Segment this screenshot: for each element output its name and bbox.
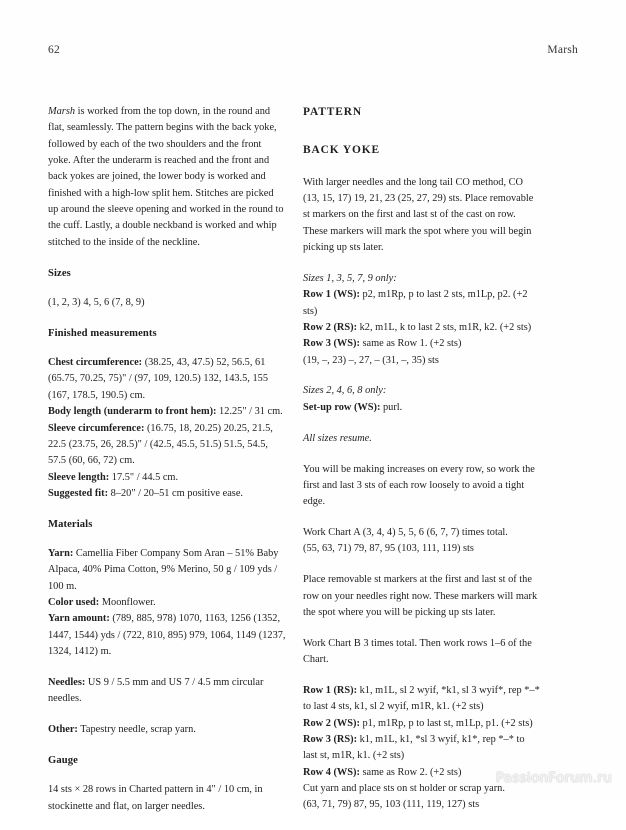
row-value: k1, m1L, k1, *sl 3 wyif, k1*, rep *–* to last st, m1R, k1. (+2 sts) — [303, 733, 525, 762]
materials-list — [48, 546, 286, 660]
row-label: Row 1 (RS): — [303, 684, 358, 696]
material-label: Yarn: — [48, 548, 74, 560]
final-stitch-count: (63, 71, 79) 87, 95, 103 (111, 119, 127) sts — [303, 799, 480, 811]
row-instruction — [303, 336, 541, 352]
needles-value: US 9 / 5.5 mm and US 7 / 4.5 mm circular needles. — [48, 676, 264, 705]
measurement-item — [48, 486, 286, 502]
site-watermark: PassionForum.ru — [495, 770, 612, 786]
row-label: Row 3 (WS): — [303, 338, 360, 350]
materials-heading: Materials — [48, 518, 93, 530]
sizes-even-block — [303, 383, 541, 416]
material-value: (789, 885, 978) 1070, 1163, 1256 (1352, 1447, 1544) yds / (722, 810, 895) 979, 1064, 1149 (1237, 1324, 1412) m. — [48, 613, 286, 658]
material-label: Color used: — [48, 597, 100, 609]
gauge-heading: Gauge — [48, 755, 78, 766]
material-item — [48, 611, 286, 660]
other-label: Other: — [48, 724, 78, 736]
row-instruction — [303, 683, 541, 716]
measurement-item — [48, 421, 286, 470]
back-yoke-heading: BACK YOKE — [303, 144, 380, 157]
row-value: p1, m1Rp, p to last st, m1Lp, p1. (+2 sts) — [359, 717, 533, 729]
setup-row-label: Set-up row (WS): — [303, 401, 381, 413]
chart-b-paragraph: Work Chart B 3 times total. Then work rows 1–6 of the Chart. — [303, 637, 532, 666]
measurement-value: (16.75, 18, 20.25) 20.25, 21.5, 22.5 (23.75, 26, 28.5)" / (42.5, 45.5, 51.5) 51.5, 54.5, 57.5 (60, 66, 72) cm. — [48, 422, 273, 467]
markers-paragraph: Place removable st markers at the first and last st of the row on your needles right now. These markers will mark the spot where you will be picking up sts later. — [303, 574, 538, 618]
chart-a-block — [303, 525, 541, 558]
sizes-heading: Sizes — [48, 267, 71, 279]
running-head — [48, 44, 578, 62]
intro-paragraph — [48, 104, 286, 251]
chart-a-line: Work Chart A (3, 4, 4) 5, 5, 6 (6, 7, 7) times total. — [303, 527, 508, 539]
row-label: Row 1 (WS): — [303, 289, 360, 301]
measurement-value: 17.5" / 44.5 cm. — [109, 471, 179, 483]
row-label: Row 2 (WS): — [303, 717, 360, 729]
measurement-label: Sleeve length: — [48, 471, 110, 483]
measurement-label: Sleeve circumference: — [48, 422, 145, 434]
measurement-item — [48, 470, 286, 486]
measurement-value: (38.25, 43, 47.5) 52, 56.5, 61 (65.75, 70.25, 75)" / (97, 109, 120.5) 132, 143.5, 155 (167, 178.5, 190.5) cm. — [48, 357, 268, 401]
measurement-label: Suggested fit: — [48, 487, 109, 499]
setup-row-value: purl. — [380, 401, 403, 413]
book-title: Marsh — [547, 44, 578, 56]
row-value: same as Row 2. (+2 sts) — [359, 766, 462, 778]
row-label: Row 3 (RS): — [303, 733, 358, 745]
measurement-item — [48, 355, 286, 404]
material-value: Camellia Fiber Company Som Aran – 51% Baby Alpaca, 40% Pima Cotton, 9% Merino, 50 g / 109 yds / 100 m. — [48, 548, 279, 592]
row-value: p2, m1Rp, p to last 2 sts, m1Lp, p2. (+2 sts) — [303, 289, 528, 317]
other-item — [48, 722, 286, 738]
row-value: same as Row 1. (+2 sts) — [359, 338, 462, 350]
sizes-odd-label: Sizes 1, 3, 5, 7, 9 only: — [303, 272, 397, 284]
gauge-value: 14 sts × 28 rows in Charted pattern in 4" / 10 cm, in stockinette and flat, on larger needles. — [48, 784, 263, 812]
cut-yarn-line: Cut yarn and place sts on st holder or scrap yarn. — [303, 783, 505, 794]
measurement-value: 8–20" / 20–51 cm positive ease. — [108, 487, 243, 499]
row-instruction — [303, 732, 541, 765]
measurement-label: Body length (underarm to front hem): — [48, 406, 217, 418]
right-column — [303, 104, 541, 828]
measurement-value: 12.25" / 31 cm. — [216, 406, 283, 418]
material-value: Moonflower. — [99, 597, 156, 609]
material-item — [48, 546, 286, 595]
row-label: Row 4 (WS): — [303, 766, 360, 778]
sizes-value: (1, 2, 3) 4, 5, 6 (7, 8, 9) — [48, 296, 145, 308]
chart-a-stitch-count: (55, 63, 71) 79, 87, 95 (103, 111, 119) sts — [303, 543, 474, 555]
measurement-label: Chest circumference: — [48, 357, 143, 369]
row-value: k1, m1L, sl 2 wyif, *k1, sl 3 wyif*, rep *–* to last 4 sts, k1, sl 2 wyif, m1R, k1. (+2 sts) — [303, 684, 540, 713]
all-sizes-resume: All sizes resume. — [303, 432, 372, 444]
sizes-odd-block — [303, 271, 541, 369]
row-label: Row 2 (RS): — [303, 321, 358, 333]
needles-label: Needles: — [48, 676, 86, 688]
row-instruction — [303, 287, 541, 320]
intro-lead-italic: Marsh — [48, 106, 76, 117]
increase-note: You will be making increases on every row, so work the first and last 3 sts of each row loosely to avoid a tight edge. — [303, 463, 535, 508]
pattern-heading: PATTERN — [303, 106, 363, 118]
intro-rest: is worked from the top down, in the round and flat, seamlessly. The pattern begins with the back yoke, followed by each of the two shoulders and the front yoke. After the underarm is reached and the front and back yokes are joined, the lower body is worked and finished with a high-low split hem. Stitches are picked up around the sleeve opening and worked in the round to the cuff. Lastly, a double neckband is worked and whip stitched to the inside of the neckline. — [48, 106, 284, 248]
measurement-item — [48, 404, 286, 420]
finished-measurements-heading: Finished measurements — [48, 327, 157, 339]
material-label: Yarn amount: — [48, 613, 110, 625]
final-rows-block — [303, 683, 541, 814]
other-value: Tapestry needle, scrap yarn. — [77, 724, 196, 736]
page-number: 62 — [48, 44, 60, 56]
setup-row-instruction — [303, 400, 541, 416]
measurements-list — [48, 355, 286, 502]
material-item — [48, 595, 286, 611]
sizes-even-label: Sizes 2, 4, 6, 8 only: — [303, 385, 387, 397]
row-instruction — [303, 320, 541, 336]
needles-item — [48, 675, 286, 708]
row-instruction — [303, 716, 541, 732]
left-column — [48, 104, 286, 830]
stitch-count: (19, –, 23) –, 27, – (31, –, 35) sts — [303, 354, 439, 366]
row-value: k2, m1L, k to last 2 sts, m1R, k2. (+2 sts) — [357, 321, 532, 333]
cast-on-paragraph: With larger needles and the long tail CO method, CO (13, 15, 17) 19, 21, 23 (25, 27, 29) sts. Place removable st markers on the first and last st of the cast on row. These markers will mark the spot where you will begin picking up sts later. — [303, 176, 534, 254]
